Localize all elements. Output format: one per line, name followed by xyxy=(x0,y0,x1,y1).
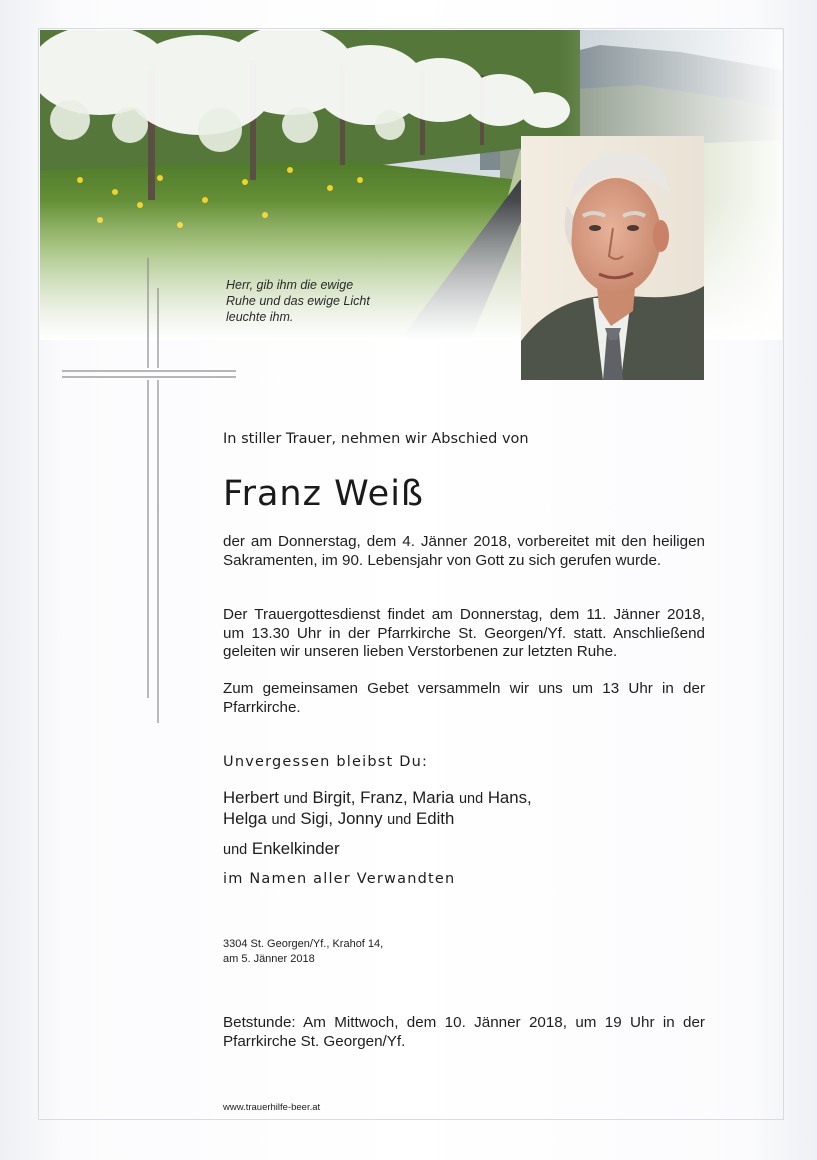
relatives-line: im Namen aller Verwandten xyxy=(223,871,456,887)
quote-line-2: Ruhe und das ewige Licht xyxy=(226,294,370,308)
intro-text: In stiller Trauer, nehmen wir Abschied von xyxy=(223,431,529,447)
cross-icon xyxy=(62,258,240,723)
portrait-photo xyxy=(521,136,704,380)
family-name: Helga xyxy=(223,809,267,828)
family-line-2 xyxy=(223,808,705,831)
family-name: Hans, xyxy=(487,788,532,807)
family-name: Enkelkinder xyxy=(251,839,340,858)
family-conjunction: und xyxy=(271,812,296,828)
family-name: Sigi, Jonny xyxy=(300,809,383,828)
address-date: am 5. Jänner 2018 xyxy=(223,952,315,965)
address-line-1: 3304 St. Georgen/Yf., Krahof 14, xyxy=(223,938,384,950)
family-line-3 xyxy=(223,838,705,861)
prayer-paragraph: Zum gemeinsamen Gebet versammeln wir uns um 13 Uhr in der Pfarrkirche. xyxy=(223,680,705,716)
address-block xyxy=(223,937,705,966)
death-notice-paragraph: der am Donnerstag, dem 4. Jänner 2018, vorbereitet mit den heiligen Sakramenten, im 90. Lebensjahr von Gott zu sich gerufen wurde. xyxy=(223,533,705,569)
quote-line-1: Herr, gib ihm die ewige xyxy=(226,278,354,292)
family-name: Edith xyxy=(416,809,455,828)
deceased-name: Franz Weiß xyxy=(223,474,424,514)
family-conjunction: und xyxy=(223,842,248,858)
prayer-quote xyxy=(226,277,426,325)
family-name: Herbert xyxy=(223,788,279,807)
family-conjunction: und xyxy=(283,791,308,807)
quote-line-3: leuchte ihm. xyxy=(226,310,294,324)
family-conjunction: und xyxy=(387,812,412,828)
website-link[interactable]: www.trauerhilfe-beer.at xyxy=(223,1102,321,1113)
funeral-paragraph: Der Trauergottesdienst findet am Donnerstag, dem 11. Jänner 2018, um 13.30 Uhr in der Pfarrkirche St. Georgen/Yf. statt. Anschließend geleiten wir unseren lieben Verstorbenen zur letzten Ruhe. xyxy=(223,606,705,661)
unforgotten-heading: Unvergessen bleibst Du: xyxy=(223,754,429,770)
family-line-1 xyxy=(223,787,705,810)
family-name: Birgit, Franz, Maria xyxy=(312,788,455,807)
wake-notice: Betstunde: Am Mittwoch, dem 10. Jänner 2018, um 19 Uhr in der Pfarrkirche St. Georgen/Yf. xyxy=(223,1014,705,1050)
family-conjunction: und xyxy=(458,791,484,807)
